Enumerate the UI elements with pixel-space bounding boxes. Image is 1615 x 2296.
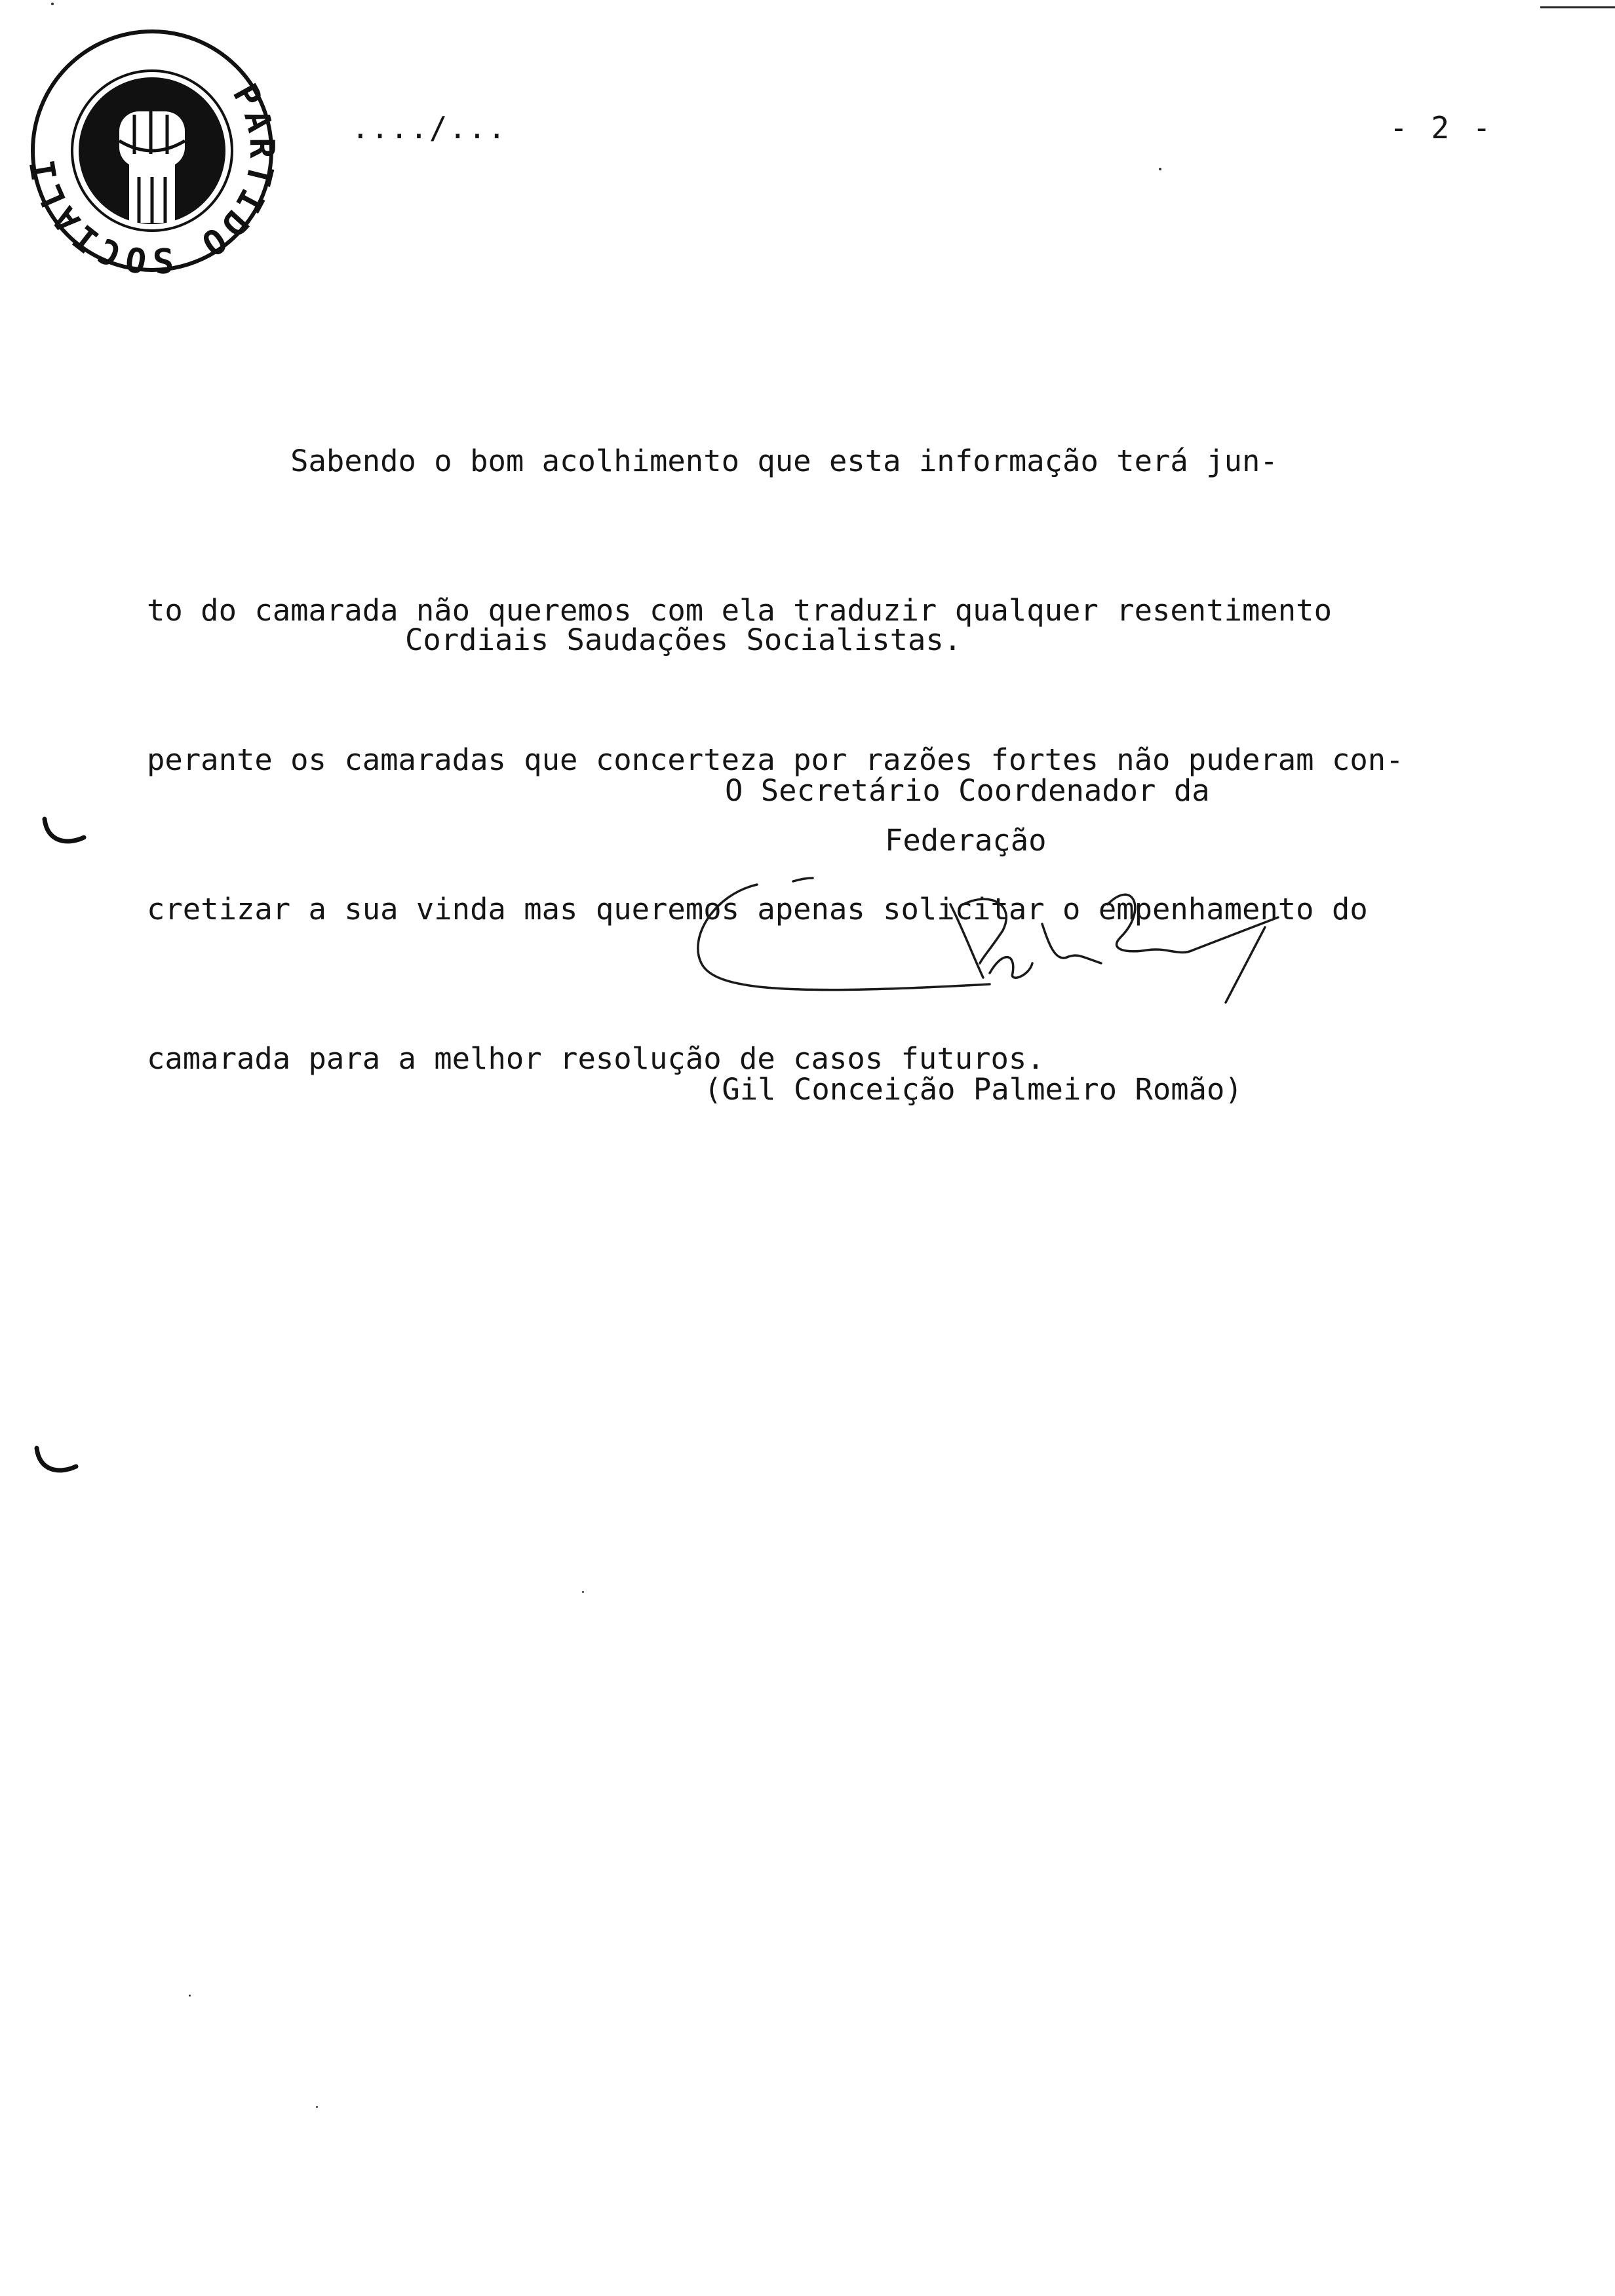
signatory-name: (Gil Conceição Palmeiro Romão) bbox=[704, 1072, 1243, 1107]
punch-hole-mark bbox=[33, 1442, 80, 1481]
body-line: perante os camaradas que concerteza por razões fortes não puderam con- bbox=[147, 742, 1404, 777]
body-line: cretizar a sua vinda mas queremos apenas solicitar o empenhamento do bbox=[147, 892, 1368, 927]
signatory-organization: Federação bbox=[885, 823, 1047, 858]
punch-hole-mark bbox=[41, 813, 88, 852]
continuation-marker: ..../... bbox=[351, 110, 507, 145]
letter-body bbox=[147, 337, 1543, 1183]
scan-speck bbox=[582, 1591, 584, 1593]
body-line: to do camarada não queremos com ela traduzir qualquer resentimento bbox=[147, 593, 1332, 628]
signatory-title: O Secretário Coordenador da bbox=[725, 773, 1210, 808]
closing-salutation: Cordiais Saudações Socialistas. bbox=[405, 622, 962, 657]
scan-speck bbox=[1159, 168, 1161, 170]
seal-text: PA TIDO SOCIAL bbox=[28, 77, 277, 275]
fist-seal-icon bbox=[28, 26, 277, 275]
edge-line bbox=[1540, 0, 1615, 5]
party-seal-logo bbox=[28, 26, 277, 275]
scan-speck bbox=[51, 3, 54, 5]
page-number: - 2 - bbox=[1390, 110, 1494, 145]
scan-speck bbox=[316, 2106, 318, 2108]
body-line: camarada para a melhor resolução de casos futuros. bbox=[147, 1041, 1045, 1076]
scan-speck bbox=[189, 1995, 191, 1997]
body-line: Sabendo o bom acolhimento que esta informação terá jun- bbox=[147, 444, 1278, 478]
handwritten-signature bbox=[675, 865, 1298, 1029]
